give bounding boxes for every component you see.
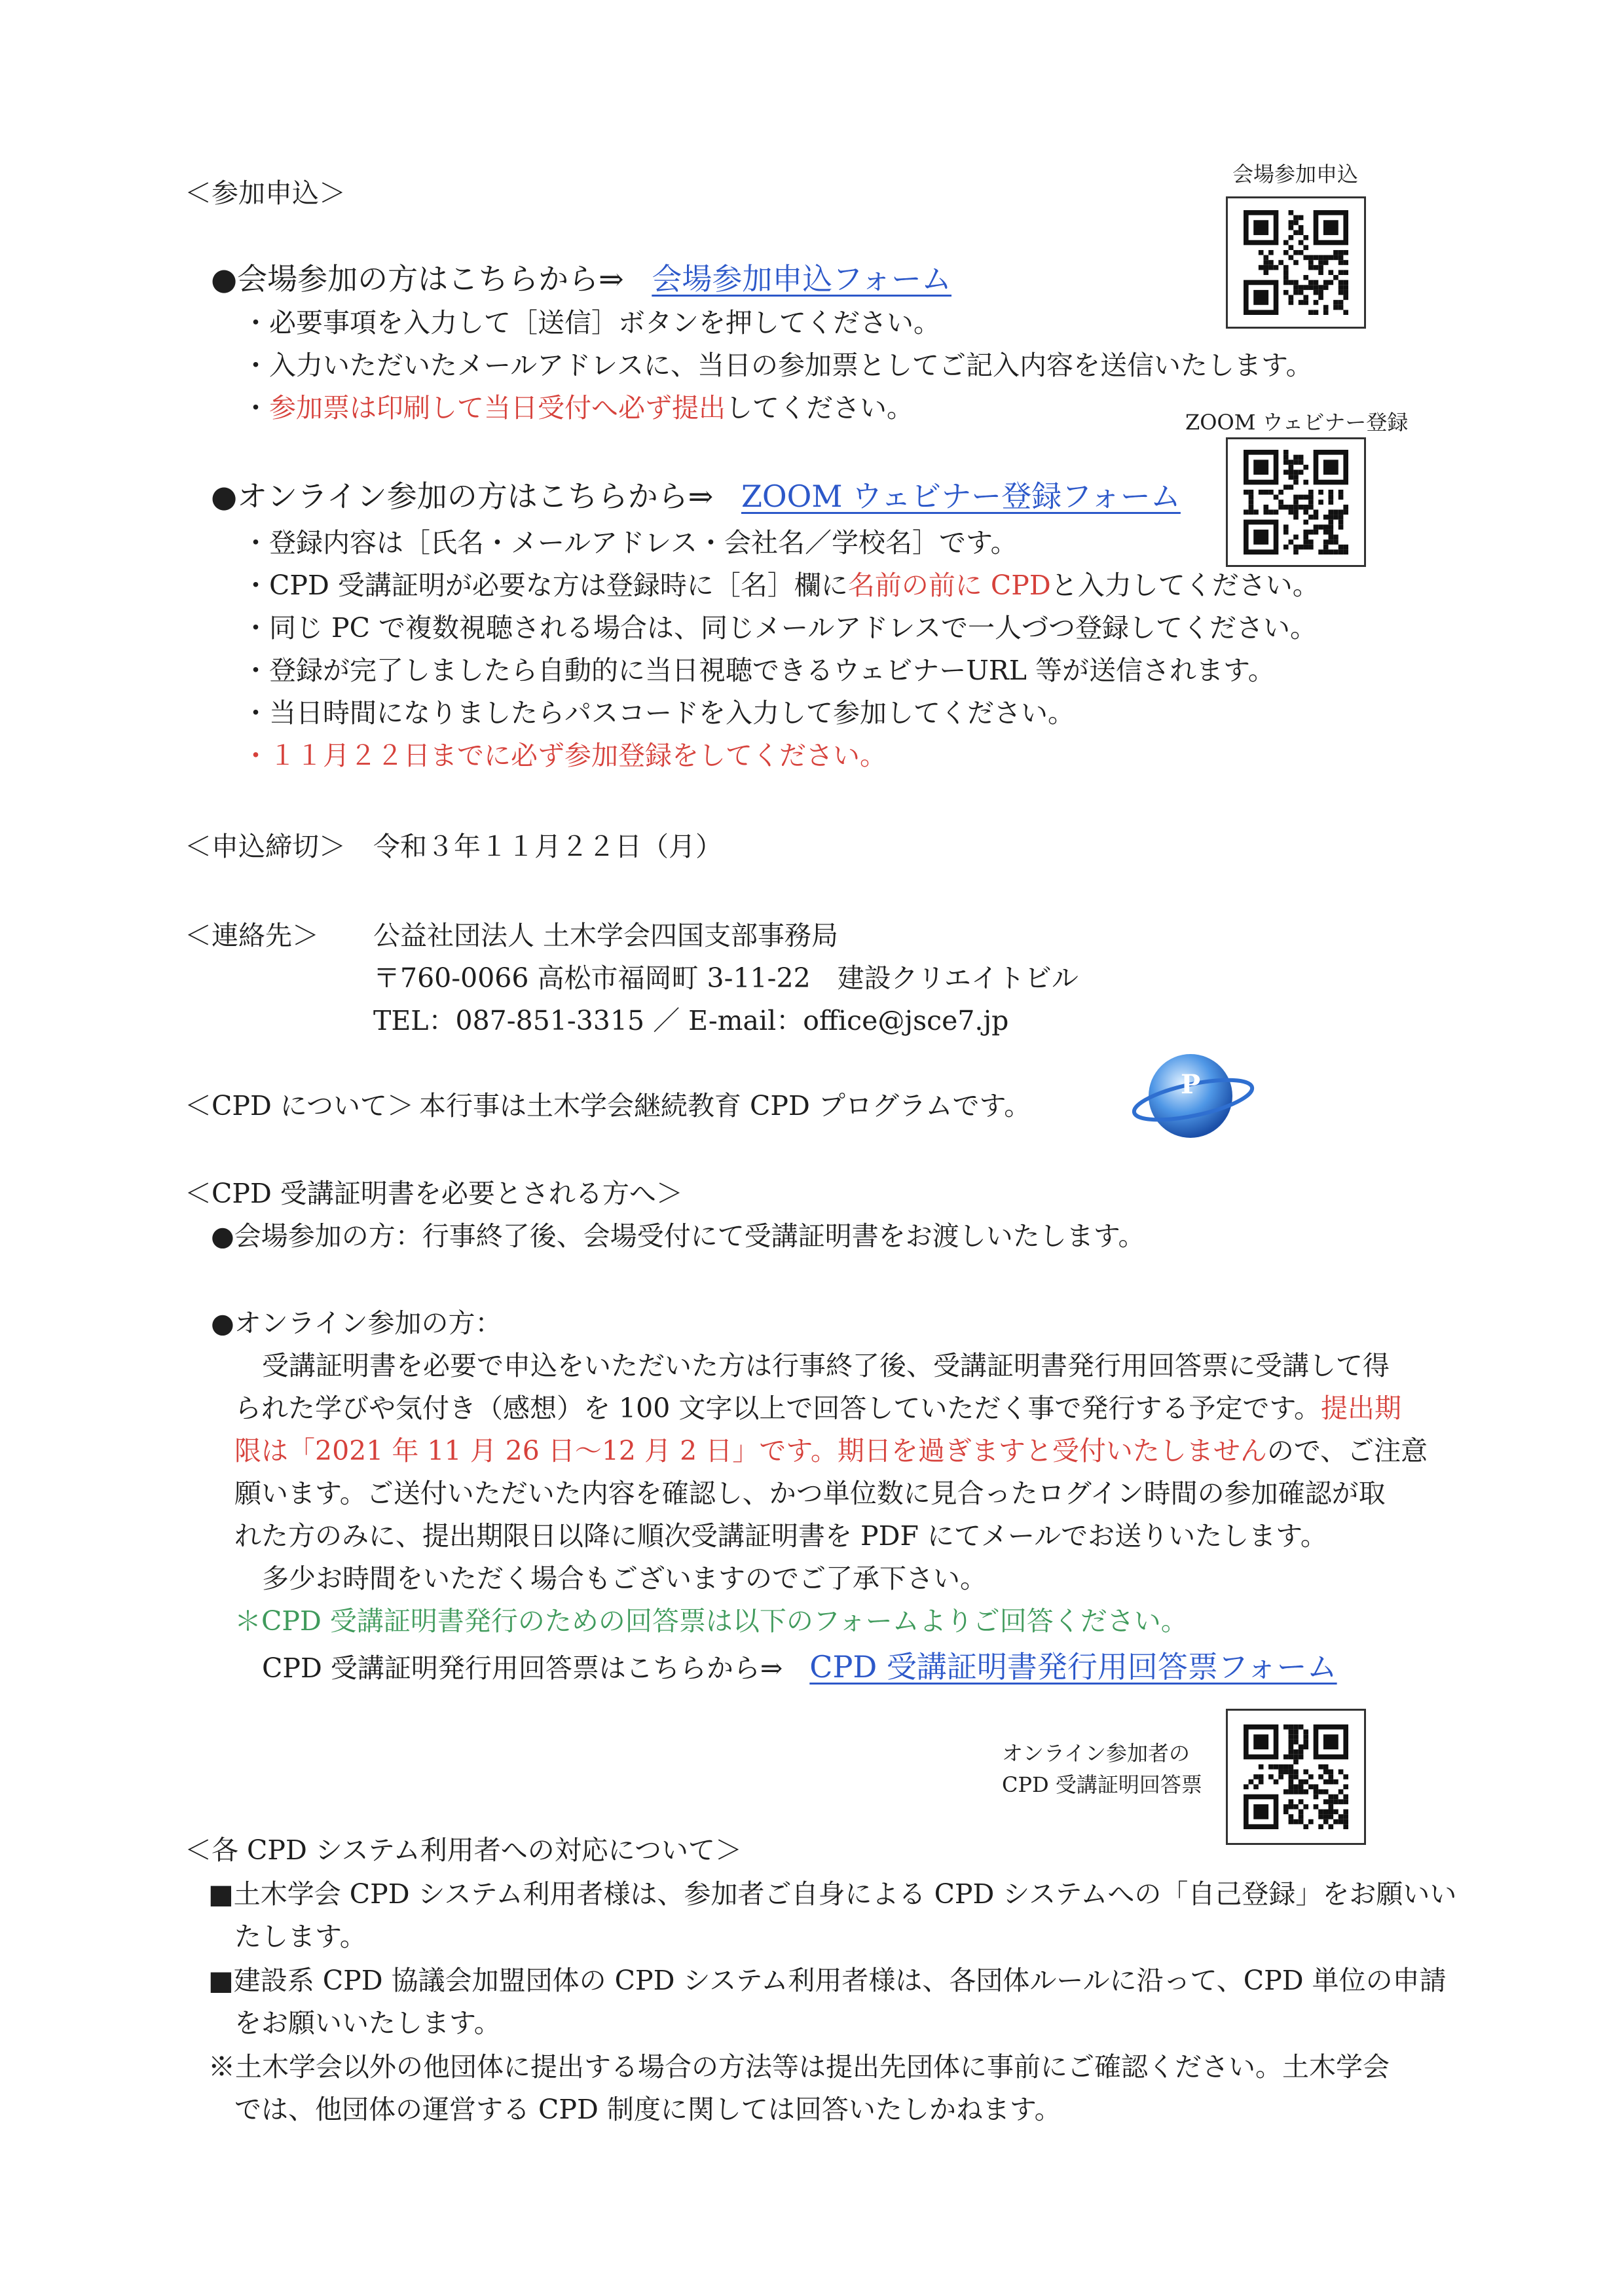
certificate-qr-icon	[1244, 1724, 1348, 1829]
deadline-value: 令和３年１１月２２日（月）	[373, 831, 722, 862]
certificate-qr-label-1: オンライン参加者の	[1002, 1741, 1190, 1766]
cpd-about-text: 本行事は土木学会継続教育 CPD プログラムです。	[419, 1090, 1031, 1121]
cpd-about-label: ＜CPD について＞	[185, 1090, 415, 1121]
cpd-systems-note-line-2: では、他団体の運営する CPD 制度に関しては回答いたしかねます。	[234, 2094, 1061, 2125]
cpd-systems-bullet-1-line-2: たします。	[234, 1921, 367, 1952]
certificate-paragraph-line-6: 多少お時間をいただく場合もございますのでご了承下さい。	[262, 1563, 987, 1594]
venue-qr-label: 会場参加申込	[1232, 162, 1359, 187]
online-item-1: ・登録内容は［氏名・メールアドレス・会社名／学校名］です。	[242, 527, 1018, 558]
certificate-form-link[interactable]: CPD 受講証明書発行用回答票フォーム	[809, 1649, 1337, 1685]
cpd-systems-bullet-1-line-1: ■土木学会 CPD システム利用者様は、参加者ご自身による CPD システムへの「自己登録」をお願いい	[208, 1878, 1457, 1910]
venue-qr-icon	[1244, 210, 1348, 315]
certificate-qr-code[interactable]	[1226, 1709, 1366, 1845]
venue-item-2: ・入力いただいたメールアドレスに、当日の参加票としてご記入内容を送信いたします。	[242, 350, 1313, 381]
certificate-heading: ＜CPD 受講証明書を必要とされる方へ＞	[185, 1178, 683, 1209]
certificate-paragraph-line-5: れた方のみに、提出期限日以降に順次受講証明書を PDF にてメールでお送りいたします。	[234, 1520, 1327, 1552]
certificate-venue-line: ●会場参加の方：行事終了後、会場受付にて受講証明書をお渡しいたします。	[211, 1220, 1145, 1252]
cpd-systems-bullet-2-line-1: ■建設系 CPD 協議会加盟団体の CPD システム利用者様は、各団体ルールに沿って、CPD 単位の申請	[208, 1965, 1447, 1996]
deadline-label: ＜申込締切＞	[185, 831, 346, 862]
certificate-paragraph-line-3: 限は「2021 年 11 月 26 日～12 月 2 日」です。期日を過ぎますと受付いたしませんので、ご注意	[234, 1435, 1428, 1467]
venue-item-3: ・参加票は印刷して当日受付へ必ず提出してください。	[242, 392, 913, 424]
certificate-form-note: ＊CPD 受講証明書発行のための回答票は以下のフォームよりご回答ください。	[234, 1605, 1188, 1637]
online-lead: ●オンライン参加の方はこちらから⇒ ZOOM ウェビナー登録フォーム	[211, 479, 1181, 514]
zoom-qr-icon	[1244, 450, 1348, 555]
online-item-2: ・CPD 受講証明が必要な方は登録時に［名］欄に名前の前に CPDと入力してください。	[242, 570, 1320, 601]
certificate-paragraph-line-2: られた学びや気付き（感想）を 100 文字以上で回答していただく事で発行する予定です。提出期	[234, 1393, 1402, 1424]
cpd-logo-icon	[1125, 1040, 1256, 1151]
contact-org: 公益社団法人 土木学会四国支部事務局	[373, 920, 839, 951]
contact-tel-email: TEL：087-851-3315 ／ E-mail：office@jsce7.jp	[373, 1005, 1009, 1036]
zoom-qr-code[interactable]	[1226, 437, 1366, 567]
venue-item-1: ・必要事項を入力して［送信］ボタンを押してください。	[242, 307, 940, 338]
zoom-qr-label: ZOOM ウェビナー登録	[1185, 410, 1409, 435]
cpd-systems-note-line-1: ※土木学会以外の他団体に提出する場合の方法等は提出先団体に事前にご確認ください。土木学会	[208, 2051, 1390, 2083]
certificate-paragraph-line-1: 受講証明書を必要で申込をいただいた方は行事終了後、受講証明書発行用回答票に受講して得	[262, 1350, 1390, 1381]
venue-qr-code[interactable]	[1226, 196, 1366, 329]
online-item-6: ・１１月２２日までに必ず参加登録をしてください。	[242, 740, 887, 771]
certificate-paragraph-line-4: 願います。ご送付いただいた内容を確認し、かつ単位数に見合ったログイン時間の参加確認が取	[234, 1478, 1386, 1509]
cpd-systems-bullet-2-line-2: をお願いいたします。	[234, 2007, 501, 2039]
zoom-form-link[interactable]: ZOOM ウェビナー登録フォーム	[741, 479, 1181, 514]
venue-lead: ●会場参加の方はこちらから⇒ 会場参加申込フォーム	[211, 261, 952, 297]
online-item-5: ・当日時間になりましたらパスコードを入力して参加してください。	[242, 697, 1075, 729]
cpd-logo-letter: P	[1180, 1069, 1201, 1100]
application-heading: ＜参加申込＞	[185, 177, 346, 209]
online-item-3: ・同じ PC で複数視聴される場合は、同じメールアドレスで一人づつ登録してください。	[242, 612, 1317, 644]
cpd-systems-heading: ＜各 CPD システム利用者への対応について＞	[185, 1834, 742, 1866]
certificate-qr-label-2: CPD 受講証明回答票	[1002, 1772, 1202, 1797]
contact-label: ＜連絡先＞	[185, 920, 319, 951]
certificate-online-lead: ●オンライン参加の方：	[211, 1307, 502, 1339]
contact-address: 〒760-0066 高松市福岡町 3-11-22 建設クリエイトビル	[373, 962, 1079, 994]
venue-form-link[interactable]: 会場参加申込フォーム	[652, 261, 952, 297]
certificate-form-lead: CPD 受講証明発行用回答票はこちらから⇒ CPD 受講証明書発行用回答票フォーム	[262, 1649, 1337, 1685]
online-item-4: ・登録が完了しましたら自動的に当日視聴できるウェビナーURL 等が送信されます。	[242, 655, 1275, 686]
